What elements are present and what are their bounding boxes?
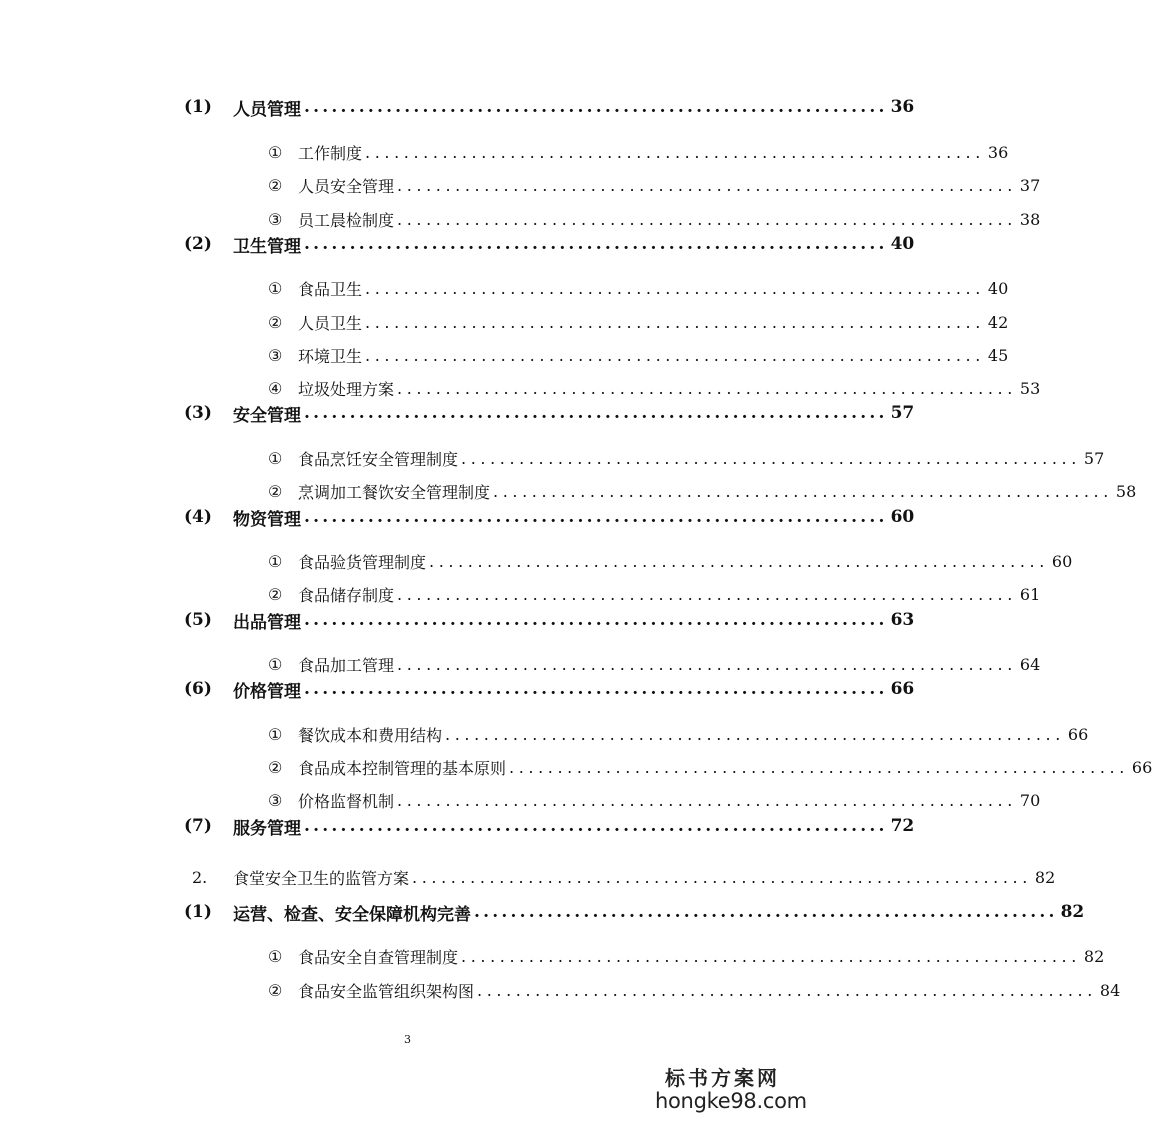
toc-entry: [268, 275, 1009, 301]
entry-page: 57: [1083, 448, 1105, 468]
watermark-url: hongke98.com: [655, 1089, 807, 1113]
toc-entry: [268, 342, 1009, 368]
toc-entry: [268, 309, 1009, 335]
dot-leader: ................................................................: [397, 584, 1017, 604]
entry-title: 工作制度: [298, 143, 363, 163]
entry-title: 餐饮成本和费用结构: [298, 725, 443, 745]
entry-title: 安全管理: [233, 405, 301, 426]
dot-leader: ................................................................: [365, 142, 985, 162]
entry-title: 食品安全监管组织架构图: [298, 981, 475, 1001]
entry-title: 价格管理: [233, 681, 301, 702]
entry-page: 66: [1067, 724, 1089, 744]
entry-title: 价格监督机制: [298, 791, 395, 811]
entry-number: ④: [268, 378, 283, 398]
entry-page: 42: [987, 312, 1009, 332]
entry-number: (6): [184, 679, 212, 699]
entry-number: ②: [268, 584, 283, 604]
dot-leader: ................................................................: [397, 175, 1017, 195]
entry-page: 45: [987, 345, 1009, 365]
toc-entry: [184, 676, 915, 702]
toc-entry: [268, 139, 1009, 165]
entry-title: 运营、检查、安全保障机构完善: [233, 904, 471, 925]
toc-entry: [268, 581, 1041, 607]
entry-number: (3): [184, 403, 212, 423]
entry-number: ②: [268, 312, 283, 332]
entry-number: ①: [268, 142, 283, 162]
entry-number: ①: [268, 724, 283, 744]
dot-leader: ................................................................: [304, 679, 888, 699]
dot-leader: ................................................................: [304, 610, 888, 630]
entry-number: ①: [268, 551, 283, 571]
entry-number: ③: [268, 345, 283, 365]
entry-number: (4): [184, 507, 212, 527]
toc-entry: [184, 813, 915, 839]
entry-title: 出品管理: [233, 612, 301, 633]
toc-entry: [268, 754, 1152, 780]
entry-number: ③: [268, 790, 283, 810]
toc-entry: [184, 94, 915, 120]
entry-number: (7): [184, 816, 212, 836]
entry-title: 垃圾处理方案: [298, 379, 395, 399]
entry-title: 食品储存制度: [298, 585, 395, 605]
entry-title: 食品加工管理: [298, 655, 395, 675]
entry-number: (1): [184, 97, 212, 117]
entry-page: 82: [1060, 902, 1085, 922]
entry-number: (2): [184, 234, 212, 254]
entry-number: (5): [184, 610, 212, 630]
entry-title: 人员管理: [233, 99, 301, 120]
dot-leader: ................................................................: [365, 278, 985, 298]
toc-entry: [268, 445, 1105, 471]
entry-page: 64: [1019, 654, 1041, 674]
entry-page: 58: [1115, 481, 1137, 501]
entry-title: 食品验货管理制度: [298, 552, 427, 572]
page-number: 3: [404, 1033, 411, 1046]
entry-number: ②: [268, 757, 283, 777]
entry-page: 61: [1019, 584, 1041, 604]
entry-number: ①: [268, 278, 283, 298]
entry-number: ②: [268, 175, 283, 195]
toc-entry: [268, 478, 1137, 504]
dot-leader: ................................................................: [461, 946, 1081, 966]
toc-entry: [268, 375, 1041, 401]
toc-entry: [184, 899, 1085, 925]
dot-leader: ................................................................: [397, 209, 1017, 229]
toc-entry: [268, 787, 1041, 813]
entry-number: ①: [268, 448, 283, 468]
entry-page: 36: [987, 142, 1009, 162]
toc-entry: [268, 548, 1073, 574]
dot-leader: ................................................................: [365, 312, 985, 332]
entry-title: 卫生管理: [233, 236, 301, 257]
entry-title: 员工晨检制度: [298, 210, 395, 230]
dot-leader: ................................................................: [304, 816, 888, 836]
toc-entry: [184, 607, 915, 633]
entry-page: 36: [890, 97, 915, 117]
entry-page: 66: [1131, 757, 1152, 777]
entry-title: 食品成本控制管理的基本原则: [298, 758, 507, 778]
entry-page: 82: [1083, 946, 1105, 966]
entry-number: ①: [268, 946, 283, 966]
entry-number: 2.: [192, 867, 208, 887]
toc-entry: [268, 172, 1041, 198]
dot-leader: ................................................................: [365, 345, 985, 365]
entry-page: 53: [1019, 378, 1041, 398]
dot-leader: ................................................................: [304, 507, 888, 527]
entry-page: 38: [1019, 209, 1041, 229]
dot-leader: ................................................................: [397, 790, 1017, 810]
entry-page: 60: [890, 507, 915, 527]
entry-title: 环境卫生: [298, 346, 363, 366]
entry-page: 37: [1019, 175, 1041, 195]
toc-entry: [184, 231, 915, 257]
watermark-logo: [655, 1062, 807, 1113]
dot-leader: ................................................................: [304, 403, 888, 423]
dot-leader: ................................................................: [509, 757, 1129, 777]
entry-number: ③: [268, 209, 283, 229]
dot-leader: ................................................................: [397, 378, 1017, 398]
entry-title: 食品安全自查管理制度: [298, 947, 459, 967]
toc-entry: [268, 721, 1089, 747]
entry-title: 人员安全管理: [298, 176, 395, 196]
toc-entry: [184, 400, 915, 426]
entry-title: 人员卫生: [298, 313, 363, 333]
entry-page: 60: [1051, 551, 1073, 571]
entry-page: 70: [1019, 790, 1041, 810]
entry-page: 66: [890, 679, 915, 699]
entry-page: 72: [890, 816, 915, 836]
dot-leader: ................................................................: [397, 654, 1017, 674]
dot-leader: ................................................................: [445, 724, 1065, 744]
entry-page: 82: [1034, 867, 1056, 887]
entry-title: 服务管理: [233, 818, 301, 839]
dot-leader: ................................................................: [493, 481, 1113, 501]
entry-title: 物资管理: [233, 509, 301, 530]
dot-leader: ................................................................: [477, 980, 1097, 1000]
entry-page: 63: [890, 610, 915, 630]
entry-title: 食品卫生: [298, 279, 363, 299]
dot-leader: ................................................................: [304, 234, 888, 254]
entry-page: 40: [987, 278, 1009, 298]
dot-leader: ................................................................: [304, 97, 888, 117]
entry-number: ①: [268, 654, 283, 674]
entry-page: 40: [890, 234, 915, 254]
entry-page: 84: [1099, 980, 1121, 1000]
toc-entry: [268, 977, 1121, 1003]
entry-title: 食品烹饪安全管理制度: [298, 449, 459, 469]
dot-leader: ................................................................: [461, 448, 1081, 468]
entry-title: 食堂安全卫生的监管方案: [233, 868, 410, 888]
dot-leader: ................................................................: [429, 551, 1049, 571]
toc-entry: [268, 206, 1041, 232]
entry-title: 烹调加工餐饮安全管理制度: [298, 482, 491, 502]
entry-number: ②: [268, 980, 283, 1000]
toc-entry: [268, 943, 1105, 969]
toc-entry: [268, 651, 1041, 677]
entry-number: ②: [268, 481, 283, 501]
toc-entry: [184, 504, 915, 530]
dot-leader: ................................................................: [412, 867, 1032, 887]
entry-page: 57: [890, 403, 915, 423]
dot-leader: ................................................................: [474, 902, 1058, 922]
watermark-site-name: 标书方案网: [665, 1066, 780, 1090]
toc-entry: [192, 864, 1056, 890]
entry-number: (1): [184, 902, 212, 922]
